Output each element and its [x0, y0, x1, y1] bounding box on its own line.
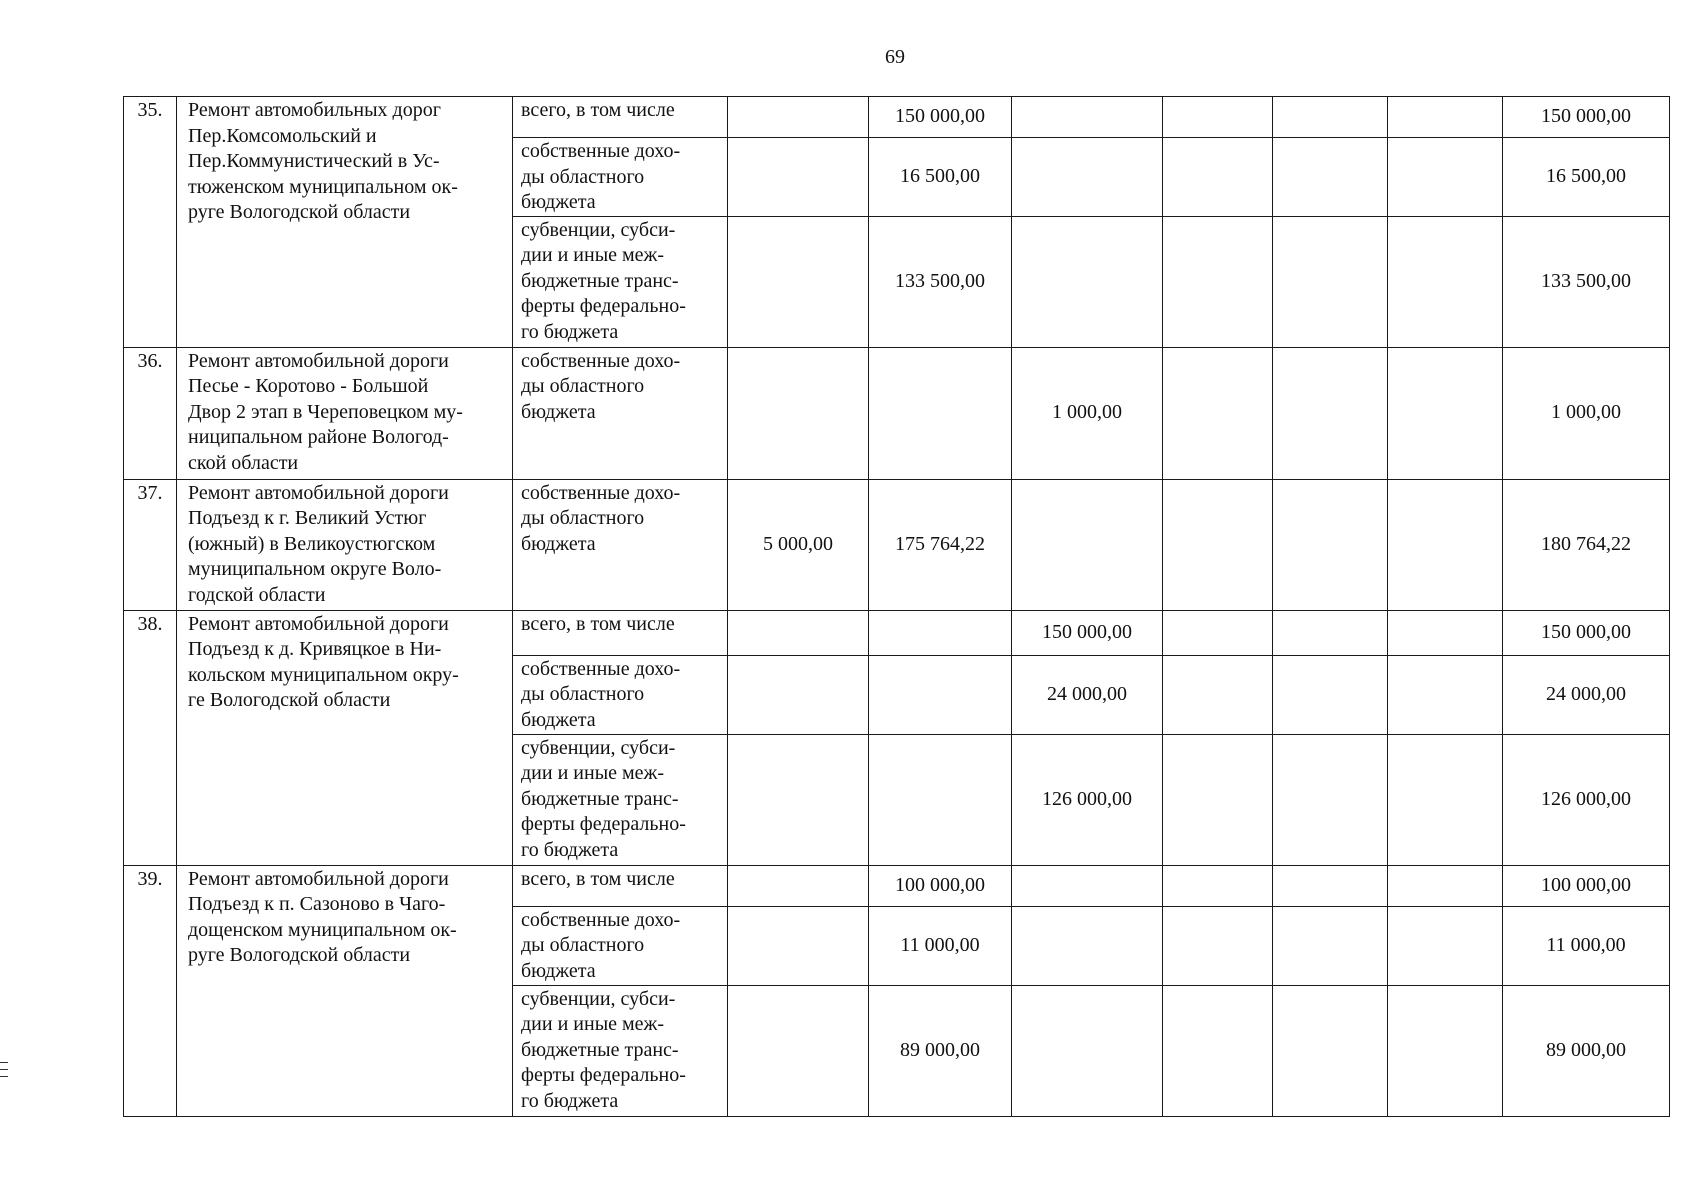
road-name-line: дощенском муниципальном ок-	[188, 918, 457, 941]
year-value-cell	[1273, 216, 1388, 347]
year-value-cell: 150 000,00	[1012, 610, 1163, 655]
road-name-line: ской области	[188, 451, 299, 474]
year-value-cell	[1163, 216, 1273, 347]
road-name-line: Пер.Коммунистический в Ус-	[188, 150, 440, 172]
total-value-cell: 133 500,00	[1503, 216, 1670, 347]
road-name-line: Подъезд к г. Великий Устюг	[188, 507, 427, 529]
funding-source-cell	[513, 865, 728, 906]
year-value-cell	[1012, 479, 1163, 610]
funding-source-line: бюджетные транс-	[521, 269, 679, 292]
funding-source-line: ды областного	[521, 375, 645, 397]
funding-source-cell	[513, 655, 728, 734]
road-name-cell	[177, 347, 513, 479]
road-name-cell	[177, 610, 513, 865]
budget-table-container	[123, 96, 1670, 1117]
table-row	[124, 347, 1670, 479]
year-value-cell	[728, 734, 869, 865]
funding-source-line: го бюджета	[521, 1089, 619, 1112]
year-value-cell	[728, 97, 869, 138]
year-value-cell	[1273, 655, 1388, 734]
year-value-cell: 100 000,00	[869, 865, 1012, 906]
year-value-cell: 150 000,00	[869, 97, 1012, 138]
year-value-cell	[728, 216, 869, 347]
year-value-cell	[1273, 734, 1388, 865]
funding-source-line: собственные дохо-	[521, 481, 681, 504]
funding-source-line: собственные дохо-	[521, 349, 681, 372]
funding-source-line: собственные дохо-	[521, 657, 681, 680]
funding-source-line: субвенции, субси-	[521, 987, 676, 1010]
year-value-cell	[1012, 216, 1163, 347]
funding-source-line: собственные дохо-	[521, 140, 681, 162]
funding-source-line: ды областного	[521, 165, 645, 188]
year-value-cell	[1163, 479, 1273, 610]
total-value-cell: 16 500,00	[1503, 138, 1670, 217]
year-value-cell	[1163, 97, 1273, 138]
table-row	[124, 479, 1670, 610]
year-value-cell: 133 500,00	[869, 216, 1012, 347]
year-value-cell	[1388, 906, 1503, 985]
year-value-cell	[1163, 734, 1273, 865]
row-number: 39.	[124, 865, 177, 1116]
year-value-cell	[1012, 865, 1163, 906]
year-value-cell	[1163, 610, 1273, 655]
year-value-cell	[1388, 97, 1503, 138]
row-number: 35.	[124, 97, 177, 348]
year-value-cell: 89 000,00	[869, 985, 1012, 1116]
total-value-cell: 150 000,00	[1503, 610, 1670, 655]
row-number: 38.	[124, 610, 177, 865]
year-value-cell	[1273, 865, 1388, 906]
road-name-line: Ремонт автомобильной дороги	[188, 349, 449, 372]
road-name-line: тюженском муниципальном ок-	[188, 175, 458, 198]
year-value-cell	[1273, 479, 1388, 610]
year-value-cell	[1273, 985, 1388, 1116]
year-value-cell	[1012, 97, 1163, 138]
page-number: 69	[885, 46, 905, 68]
scan-edge-marks	[0, 1062, 8, 1083]
funding-source-line: ферты федерально-	[521, 813, 686, 835]
road-name-line: ге Вологодской области	[188, 689, 391, 711]
year-value-cell	[1388, 216, 1503, 347]
funding-source-line: собственные дохо-	[521, 908, 681, 931]
year-value-cell	[728, 865, 869, 906]
year-value-cell	[1012, 906, 1163, 985]
road-name-cell	[177, 97, 513, 348]
road-name-line: кольском муниципальном окру-	[188, 663, 459, 686]
year-value-cell	[1388, 734, 1503, 865]
year-value-cell: 126 000,00	[1012, 734, 1163, 865]
year-value-cell	[869, 655, 1012, 734]
total-value-cell: 1 000,00	[1503, 347, 1670, 479]
funding-source-cell	[513, 734, 728, 865]
road-name-line: годской области	[188, 583, 326, 606]
year-value-cell	[1163, 865, 1273, 906]
year-value-cell	[728, 906, 869, 985]
year-value-cell	[1388, 655, 1503, 734]
year-value-cell	[1273, 610, 1388, 655]
funding-source-line: всего, в том числе	[521, 612, 675, 635]
road-name-line: Пер.Комсомольский и	[188, 124, 377, 147]
funding-source-line: ды областного	[521, 683, 645, 705]
road-name-line: Подъезд к п. Сазоново в Чаго-	[188, 893, 446, 915]
year-value-cell	[1273, 347, 1388, 479]
road-name-line: Песье - Коротово - Большой	[188, 375, 429, 397]
year-value-cell: 1 000,00	[1012, 347, 1163, 479]
funding-source-cell	[513, 138, 728, 217]
row-number: 37.	[124, 479, 177, 610]
road-name-line: Двор 2 этап в Череповецком му-	[188, 400, 463, 423]
road-name-line: Ремонт автомобильных дорог	[188, 99, 441, 121]
year-value-cell	[1388, 347, 1503, 479]
table-row	[124, 865, 1670, 906]
total-value-cell: 180 764,22	[1503, 479, 1670, 610]
funding-source-cell	[513, 347, 728, 479]
funding-source-line: бюджетные транс-	[521, 787, 679, 810]
year-value-cell	[1388, 985, 1503, 1116]
funding-source-line: бюджета	[521, 959, 596, 982]
funding-source-line: го бюджета	[521, 838, 619, 861]
year-value-cell: 11 000,00	[869, 906, 1012, 985]
year-value-cell	[1163, 655, 1273, 734]
road-name-line: Ремонт автомобильной дороги	[188, 867, 449, 890]
year-value-cell	[728, 138, 869, 217]
road-name-line: муниципальном округе Воло-	[188, 558, 442, 580]
funding-source-line: бюджета	[521, 708, 596, 731]
road-name-line: (южный) в Великоустюгском	[188, 532, 436, 555]
road-name-line: руге Вологодской области	[188, 201, 411, 223]
year-value-cell	[728, 655, 869, 734]
funding-source-line: ды областного	[521, 934, 645, 956]
funding-source-cell	[513, 610, 728, 655]
funding-source-line: субвенции, субси-	[521, 736, 676, 759]
funding-source-line: всего, в том числе	[521, 99, 675, 121]
year-value-cell: 16 500,00	[869, 138, 1012, 217]
year-value-cell	[728, 347, 869, 479]
funding-source-cell	[513, 906, 728, 985]
row-number: 36.	[124, 347, 177, 479]
year-value-cell	[1163, 985, 1273, 1116]
total-value-cell: 100 000,00	[1503, 865, 1670, 906]
year-value-cell	[869, 734, 1012, 865]
funding-source-line: субвенции, субси-	[521, 218, 676, 241]
funding-source-cell	[513, 216, 728, 347]
funding-source-line: го бюджета	[521, 320, 619, 343]
table-row	[124, 610, 1670, 655]
budget-table	[123, 96, 1670, 1117]
road-name-line: Подъезд к д. Кривяцкое в Ни-	[188, 638, 442, 660]
road-name-cell	[177, 479, 513, 610]
funding-source-line: бюджета	[521, 191, 596, 213]
year-value-cell	[1163, 138, 1273, 217]
funding-source-cell	[513, 985, 728, 1116]
total-value-cell: 126 000,00	[1503, 734, 1670, 865]
year-value-cell: 175 764,22	[869, 479, 1012, 610]
funding-source-line: дии и иные меж-	[521, 1013, 665, 1035]
year-value-cell	[1163, 906, 1273, 985]
year-value-cell	[869, 610, 1012, 655]
funding-source-line: бюджетные транс-	[521, 1038, 679, 1061]
funding-source-line: ферты федерально-	[521, 295, 686, 317]
funding-source-line: ферты федерально-	[521, 1064, 686, 1086]
road-name-line: Ремонт автомобильной дороги	[188, 612, 449, 635]
funding-source-line: ды областного	[521, 507, 645, 529]
year-value-cell: 5 000,00	[728, 479, 869, 610]
total-value-cell: 150 000,00	[1503, 97, 1670, 138]
funding-source-line: бюджета	[521, 400, 596, 423]
year-value-cell	[1388, 138, 1503, 217]
funding-source-line: всего, в том числе	[521, 867, 675, 890]
year-value-cell	[1163, 347, 1273, 479]
funding-source-cell	[513, 479, 728, 610]
total-value-cell: 89 000,00	[1503, 985, 1670, 1116]
total-value-cell: 24 000,00	[1503, 655, 1670, 734]
year-value-cell	[1388, 479, 1503, 610]
year-value-cell	[728, 985, 869, 1116]
road-name-line: Ремонт автомобильной дороги	[188, 481, 449, 504]
year-value-cell	[1388, 865, 1503, 906]
year-value-cell	[1388, 610, 1503, 655]
year-value-cell	[1273, 97, 1388, 138]
total-value-cell: 11 000,00	[1503, 906, 1670, 985]
year-value-cell	[869, 347, 1012, 479]
funding-source-cell	[513, 97, 728, 138]
year-value-cell	[1273, 138, 1388, 217]
road-name-line: руге Вологодской области	[188, 944, 411, 966]
road-name-cell	[177, 865, 513, 1116]
year-value-cell: 24 000,00	[1012, 655, 1163, 734]
funding-source-line: дии и иные меж-	[521, 762, 665, 784]
table-row	[124, 97, 1670, 138]
year-value-cell	[1273, 906, 1388, 985]
year-value-cell	[728, 610, 869, 655]
table-body	[124, 97, 1670, 1117]
funding-source-line: дии и иные меж-	[521, 244, 665, 266]
year-value-cell	[1012, 985, 1163, 1116]
road-name-line: ниципальном районе Вологод-	[188, 426, 449, 448]
year-value-cell	[1012, 138, 1163, 217]
funding-source-line: бюджета	[521, 532, 596, 555]
